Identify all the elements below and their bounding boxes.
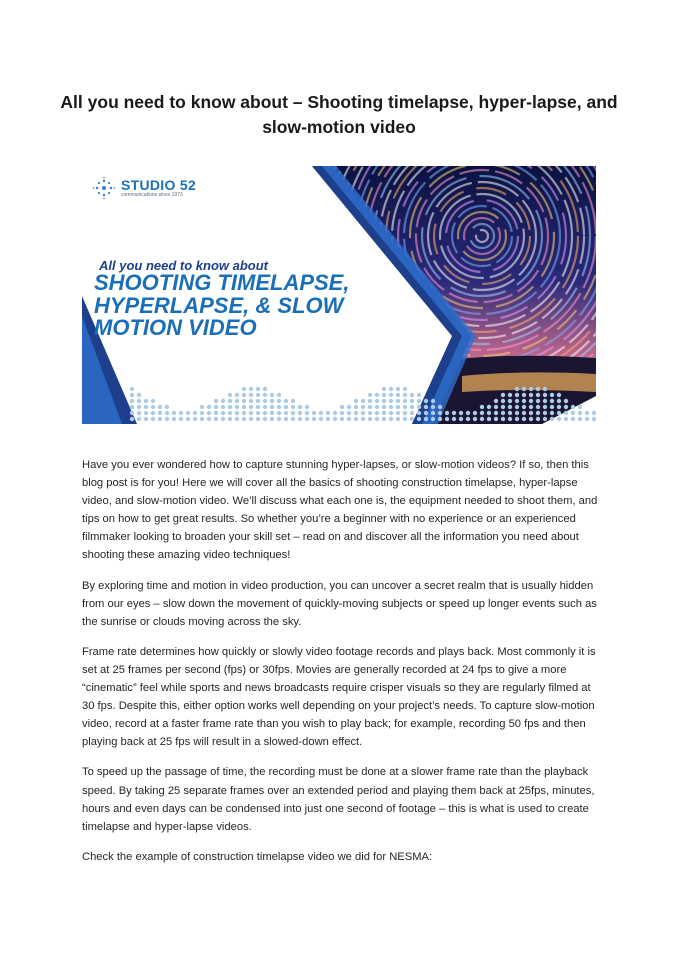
dot [284,405,288,409]
dot [536,387,540,391]
dot [305,417,309,421]
dot [438,405,442,409]
dot [389,411,393,415]
dot [543,399,547,403]
dot [473,417,477,421]
dot [207,411,211,415]
dot [333,411,337,415]
dot [459,411,463,415]
dot [291,411,295,415]
dot [284,399,288,403]
dot [494,417,498,421]
dot [305,411,309,415]
dot [137,417,141,421]
dot [291,405,295,409]
dot [522,387,526,391]
dot [424,411,428,415]
dot [347,417,351,421]
dot [284,417,288,421]
dot [389,417,393,421]
dot [494,399,498,403]
banner-heading-line: MOTION VIDEO [94,315,257,340]
dot [543,417,547,421]
dot [235,405,239,409]
dot [403,411,407,415]
dot [508,399,512,403]
dot [508,417,512,421]
dot [557,417,561,421]
dot [354,399,358,403]
dot [522,405,526,409]
dot [263,387,267,391]
dot [179,417,183,421]
dot [536,393,540,397]
dot [158,411,162,415]
dot [228,417,232,421]
dot [186,417,190,421]
dot [235,411,239,415]
dot [585,417,589,421]
dot [305,405,309,409]
logo-burst-icon [92,176,116,200]
dot [263,411,267,415]
dot [228,393,232,397]
dot [501,393,505,397]
dot [480,405,484,409]
dot [137,399,141,403]
dot [270,405,274,409]
dot [242,399,246,403]
dot [235,393,239,397]
dot [382,405,386,409]
dot [193,411,197,415]
dot [361,411,365,415]
dot [403,405,407,409]
dot [480,411,484,415]
dot [382,411,386,415]
dot [249,411,253,415]
banner-heading-line: HYPERLAPSE, & SLOW [94,292,344,318]
dot [200,411,204,415]
dot [347,411,351,415]
dot [382,387,386,391]
dot [410,399,414,403]
dot [354,411,358,415]
paragraph: By exploring time and motion in video production, you can uncover a secret realm that is usually hidden from our eyes – slow down the movement of quickly-moving subjects or speed up longer events such as the sunrise or clouds moving across the sky. [82,579,597,628]
dot [256,405,260,409]
dot [277,411,281,415]
paragraph: Have you ever wondered how to capture stunning hyper-lapses, or slow-motion videos? If so, then this blog post is for you! Here we will cover all the basics of shooting construction timelapse, hyper-lapse video, and slow-motion video. We’ll discuss what each one is, the equipment needed to shoot them, and tips on how to get great results. So whether you’re a beginner with no experience or an experienced filmmaker looking to broaden your skill set – read on and discover all the information you need about shooting these amazing video techniques! [82,459,598,562]
dot [221,399,225,403]
dot [221,417,225,421]
dot [403,387,407,391]
dot [424,405,428,409]
dot [221,411,225,415]
dot [228,405,232,409]
dot [396,393,400,397]
dot [235,417,239,421]
dot [235,399,239,403]
dot [354,405,358,409]
dot [417,399,421,403]
dot [410,411,414,415]
dot [410,405,414,409]
dot [592,411,596,415]
dot [179,411,183,415]
dot [536,399,540,403]
dot [298,411,302,415]
dot [158,417,162,421]
dot [270,393,274,397]
dot [515,393,519,397]
dot [550,411,554,415]
dot [312,411,316,415]
dot [571,411,575,415]
dot [494,411,498,415]
dot [263,399,267,403]
dot [375,393,379,397]
dot [487,411,491,415]
dot [375,405,379,409]
dot [403,393,407,397]
dot [410,417,414,421]
dot [494,405,498,409]
dot [242,411,246,415]
dot [277,393,281,397]
paragraph: To speed up the passage of time, the recording must be done at a slower frame rate than the playback speed. By taking 25 separate frames over an extended period and playing them back at 25fps, minutes, hours and even days can be condensed into just one second of footage – this is what is used to create timelapse and hyper-lapse videos. [82,766,595,833]
dot [410,393,414,397]
dot [459,417,463,421]
dot [515,417,519,421]
dot [431,417,435,421]
dot [249,393,253,397]
dot [557,411,561,415]
article-body [82,456,598,878]
dot [375,399,379,403]
dot [144,411,148,415]
dot [263,393,267,397]
dot [165,411,169,415]
dot [382,393,386,397]
dot [536,417,540,421]
dot [214,399,218,403]
dot [249,387,253,391]
paragraph: Frame rate determines how quickly or slowly video footage records and plays back. Most commonly it is set at 25 frames per second (fps) or 30fps. Movies are generally recorded at 24 fps to give a more “cinematic” feel while sports and news broadcasts require crisper visuals so they are regularly filmed at 30 fps. Despite this, either option works well depending on your project’s needs. To capture slow-motion video, record at a faster frame rate than you wish to play back; for example, recording 50 fps and then playing back at 25 fps will result in a slowed-down effect. [82,645,596,749]
dot [431,399,435,403]
dot [263,405,267,409]
dot [249,417,253,421]
dot [550,393,554,397]
dot [529,417,533,421]
dot [536,411,540,415]
dot [473,411,477,415]
dot [389,399,393,403]
dot [557,393,561,397]
dot [543,411,547,415]
dot [396,399,400,403]
dot [445,417,449,421]
dot [564,399,568,403]
dot [193,417,197,421]
dot [144,405,148,409]
dot [431,405,435,409]
banner-image [82,166,596,424]
dot [165,417,169,421]
dot [214,405,218,409]
dot [200,417,204,421]
dot [368,417,372,421]
dot [550,399,554,403]
dot [298,405,302,409]
dot [529,399,533,403]
dot [333,417,337,421]
dot [200,405,204,409]
dot [137,393,141,397]
dot [256,399,260,403]
dot [221,405,225,409]
dot [207,405,211,409]
dot [263,417,267,421]
dot [501,417,505,421]
studio-logo [92,176,196,200]
dot [172,411,176,415]
dot [291,399,295,403]
dot [452,417,456,421]
dot [256,417,260,421]
dot [277,417,281,421]
dot [130,405,134,409]
dot [130,387,134,391]
dot [214,411,218,415]
dot [312,417,316,421]
dot [487,417,491,421]
dot [130,393,134,397]
dot [130,399,134,403]
dot [578,405,582,409]
dot [368,405,372,409]
dot [417,405,421,409]
dot [550,417,554,421]
dot [242,405,246,409]
dot [291,417,295,421]
dot [389,387,393,391]
dot [417,393,421,397]
dot [270,399,274,403]
dot [445,411,449,415]
dot [543,387,547,391]
dot [270,411,274,415]
dot [403,417,407,421]
dot [361,399,365,403]
dot [368,411,372,415]
dot [564,417,568,421]
banner-heading-line: SHOOTING TIMELAPSE, [94,270,350,295]
dot [417,417,421,421]
dot [536,405,540,409]
dot [130,417,134,421]
dot [242,417,246,421]
dot [515,411,519,415]
dot [319,411,323,415]
dot [256,393,260,397]
dot [396,387,400,391]
dot [529,411,533,415]
dot [466,411,470,415]
dot [361,417,365,421]
dot [480,417,484,421]
dot [403,399,407,403]
dot [375,417,379,421]
paragraph: Check the example of construction timelapse video we did for NESMA: [82,850,433,863]
dot [396,417,400,421]
dot [508,393,512,397]
dot [158,405,162,409]
dot [585,411,589,415]
dot [438,411,442,415]
dot [382,417,386,421]
dot [207,417,211,421]
dot [452,411,456,415]
dot [543,393,547,397]
dot [529,405,533,409]
dot [417,411,421,415]
dot [228,411,232,415]
dot [256,411,260,415]
dot [501,405,505,409]
dot [424,399,428,403]
dot [249,399,253,403]
banner-intro: All you need to know about [99,258,268,273]
dot [340,405,344,409]
dot [277,405,281,409]
dot [284,411,288,415]
dot [571,417,575,421]
dot [319,417,323,421]
dot [326,411,330,415]
dot [256,387,260,391]
dot [298,417,302,421]
dot [571,405,575,409]
dot [277,399,281,403]
dot [501,411,505,415]
dot [522,411,526,415]
dot [151,411,155,415]
dot [137,405,141,409]
dot [396,411,400,415]
dot [144,417,148,421]
dot [130,411,134,415]
dot [144,399,148,403]
dot [340,411,344,415]
dot [368,399,372,403]
logo-name: STUDIO 52 [121,177,197,193]
dot [578,411,582,415]
dot [508,411,512,415]
banner-heading [94,272,349,340]
dot [368,393,372,397]
dot [487,405,491,409]
dot [172,417,176,421]
dot [396,405,400,409]
dot [424,417,428,421]
dot [431,411,435,415]
dot [326,417,330,421]
dot [249,405,253,409]
dot [529,393,533,397]
dot [578,417,582,421]
dot [501,399,505,403]
logo-tagline: communications since 1973 [121,192,183,198]
dot [361,405,365,409]
dot [389,405,393,409]
dot [543,405,547,409]
dot [557,399,561,403]
dot [137,411,141,415]
dot [347,405,351,409]
dot [375,411,379,415]
dot [151,405,155,409]
dot [228,399,232,403]
dot [340,417,344,421]
dot [389,393,393,397]
dot [508,405,512,409]
dot [564,411,568,415]
dot [151,399,155,403]
dot [466,417,470,421]
dot [522,417,526,421]
dot [242,387,246,391]
dot [515,387,519,391]
dot [515,399,519,403]
dot [151,417,155,421]
dot [242,393,246,397]
dot [515,405,519,409]
dot [529,387,533,391]
dot [550,405,554,409]
dot [592,417,596,421]
page-title: All you need to know about – Shooting timelapse, hyper-lapse, and slow-motion video [60,92,618,137]
dot [186,411,190,415]
dot [214,417,218,421]
dot [165,405,169,409]
dot [522,393,526,397]
dot [557,405,561,409]
dot [522,399,526,403]
dot [270,417,274,421]
dot [382,399,386,403]
dot [438,417,442,421]
dot [354,417,358,421]
dot [564,405,568,409]
